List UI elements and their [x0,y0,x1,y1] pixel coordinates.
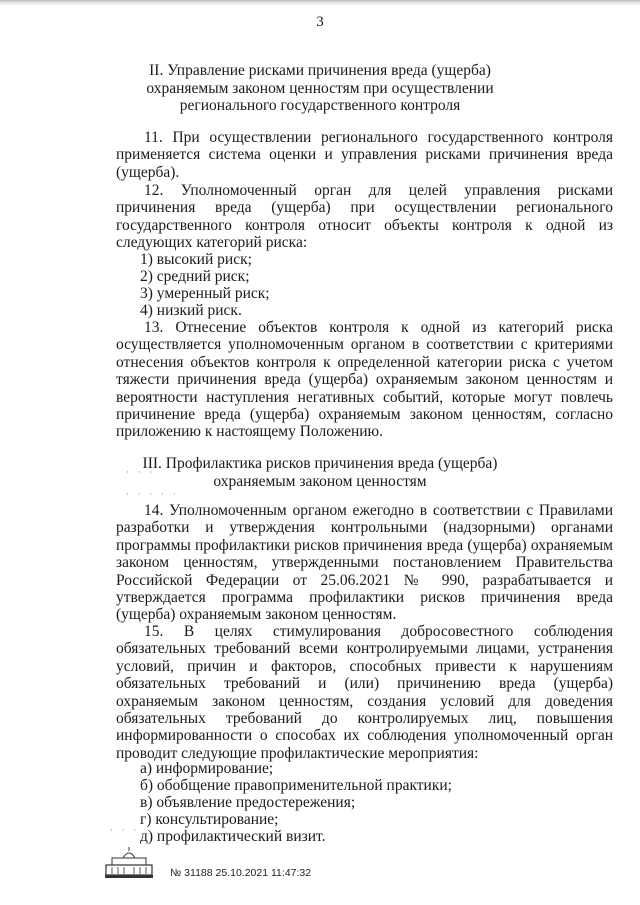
measure-list-item: д) профилактический визит. [140,828,326,845]
measure-list-item: г) консультирование; [140,811,279,828]
paragraph-14: 14. Уполномоченным органом ежегодно в соответствии с Правилами разработки и утверждения контрольными (надзорными) органами программы профилактики рисков причинения вреда (ущерба) охраняемым законом ценностям, утвержденными постановлением Правительства Российской Федерации от 25.06.2021 № 990, разрабатывается и утверждается программа профилактики рисков причинения вреда (ущерба) охраняемым законом ценностям. [116,502,613,624]
scan-speckle: · · · [126,468,156,478]
paragraph-11: 11. При осуществлении регионального государственного контроля применяется система оценки и управления рисками причинения вреда (ущерба). [116,129,613,181]
section-2-heading-line: регионального государственного контроля [179,97,461,114]
scan-top-edge [0,0,640,6]
risk-list-item: 3) умеренный риск; [140,285,270,302]
risk-list-item: 2) средний риск; [140,268,250,285]
measure-list-item: а) информирование; [140,760,274,777]
section-2-heading-line: II. Управление рисками причинения вреда (ущерба) [149,62,491,79]
paragraph-12: 12. Уполномоченный орган для целей управления рисками причинения вреда (ущерба) при осуществлении регионального государственного контроля относит объекты контроля к одной из следующих категорий риска: [116,182,613,252]
measure-list-item: в) объявление предостережения; [140,794,356,811]
paragraph-15: 15. В целях стимулирования добросовестного соблюдения обязательных требований всеми контролируемыми лицами, устранения условий, причин и факторов, способных привести к нарушениям обязательных требований и (или) причинению вреда (ущерба) охраняемым законом ценностям, создания условий для доведения обязательных требований до контролируемых лиц, повышения информированности о способах их соблюдения уполномоченный орган проводит следующие профилактические мероприятия: [116,623,613,762]
document-footer [104,845,364,885]
section-3-heading-line: охраняемым законом ценностям [213,472,427,490]
page-number: 3 [316,14,324,30]
risk-list-item: 4) низкий риск. [140,302,242,319]
measure-list-item: б) обобщение правоприменительной практики; [140,777,452,794]
section-3-heading [110,455,530,490]
scan-speckle: · · · · · [126,490,179,500]
building-emblem-icon [104,845,154,879]
paragraph-13: 13. Отнесение объектов контроля к одной из категорий риска осуществляется уполномоченным органом в соответствии с критериями отнесения объектов контроля к определенной категории риска с учетом тяжести причинения вреда (ущерба) охраняемым законом ценностям и вероятности наступления негативных событий, которые могут повлечь причинение вреда (ущерба) охраняемым законом ценностям, согласно приложению к настоящему Положению. [116,319,613,441]
section-3-heading-line: III. Профилактика рисков причинения вреда (ущерба) [142,455,498,472]
section-2-heading [110,62,530,115]
document-registration-id: № 31188 25.10.2021 11:47:32 [170,867,312,879]
risk-list-item: 1) высокий риск; [140,251,252,268]
section-2-heading-line: охраняемым законом ценностям при осуществлении [146,79,494,97]
scan-speckle: · · · [110,826,140,836]
